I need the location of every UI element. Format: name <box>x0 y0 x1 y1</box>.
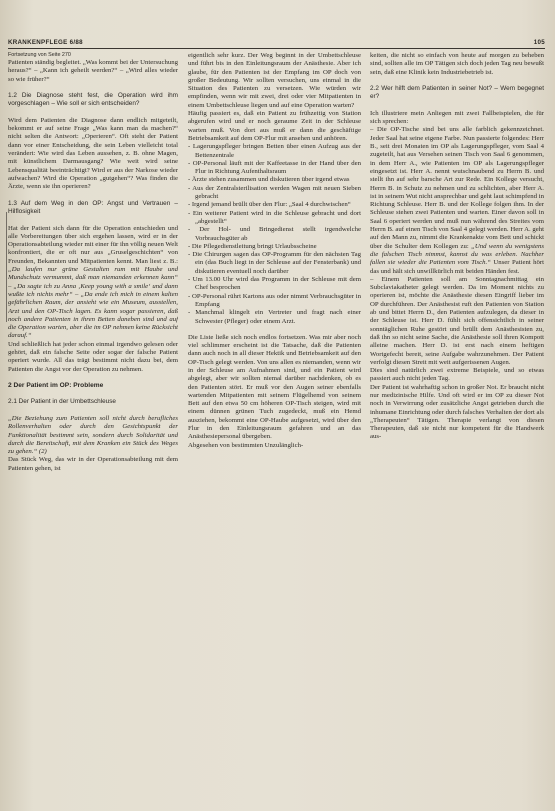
list-item: - Die Pflegedienstleitung bringt Urlaubsscheine <box>188 242 317 250</box>
section-heading-1-2: 1.2 Die Diagnose steht fest, die Operation wird ihm vorgeschlagen – Wie soll er sich entscheiden? <box>8 91 178 108</box>
paragraph-text: – Die OP-Tische sind bei uns alle farblich gekennzeichnet. Jeder Saal hat seine eigene Farbe. Nun passierte folgendes: Herr B., seit drei Monaten im OP als Lagerungspfleger, vom Saal 4 zugeteilt, hat aus Versehen seinen Tisch von Saal 6 genommen, in dem Herr A., wie Patienten im OP als Lagerungspfleger eingesetzt ist. Herr A. nennt wutschnaubend zu Herrn B. und stellt ihn auf sehr barsche Art zur Rede. Ein Kollege versucht, Herrn B. in Schutz zu nehmen und zu schlichten, aber Herr A. ist in seinem Wut nicht ansprechbar und geht laut schimpfend in Richtung Schleuse. Herr B. und der Kollege folgen ihm. In der Schleuse stehen zwei Patienten und warten. Einer davon soll in Saal 6 operiert werden und muß nun während des Streites vom Herrn B. auf einen Tisch von Saal 4 gelegt werden. Herr A. geht auf den Mann zu, nimmt die Krankenakte vom Bett und schickt über die Schulter dem Kollegen zu: <box>370 126 544 250</box>
list-item: - Aus der Zentralsterilisation werden Wagen mit neuen Sieben gebracht <box>188 184 361 201</box>
quote: „Und wenn du wenigstens die falschen Tisch nimmst, kannst du was erleben. Nachher fallen sie wieder die Patienten vom Tisch.“ <box>370 242 544 267</box>
paragraph: Ich illustriere mein Anliegen mit zwei Fallbeispielen, die für sich sprechen: <box>370 109 544 126</box>
article-columns <box>0 52 555 805</box>
column-1 <box>8 52 178 805</box>
paragraph <box>8 225 178 341</box>
list-item: - OP-Personal rührt Kartons aus oder nimmt Verbrauchsgüter in Empfang <box>188 292 361 308</box>
paragraph: Das Stück Weg, das wir in der Operationsabteilung mit dem Patienten gehen, ist <box>8 456 178 472</box>
paragraph: Der Patient ist wahrhaftig schon in großer Not. Er braucht nicht nur medizinische Hilfe. Und oft wird er im OP zu dieser Not noch in Verwirrung oder zusätzliche Angst getrieben durch die inhumane Einrichtung oder durch falsches Verhalten der dort als „Therapeuten“ Tätigen. Therapie verlangt von diesen Therapeuten, daß sie nicht nur kompetent für die Handwerk aus- <box>370 383 544 441</box>
paragraph: Und schließlich hat jeder schon einmal irgendwo gelesen oder gehört, daß ein falsche Seite oder sogar der falsche Patient operiert wurde. All das trägt bestimmt nicht dazu bei, dem Patienten die Angst vor der Operation zu nehmen. <box>8 340 178 373</box>
list-item: - OP-Personal läuft mit der Kaffeetasse in der Hand über den Flur in Richtung Aufenthaltsraum <box>188 159 361 176</box>
bullet-list <box>188 143 361 326</box>
quote: „Die Beziehung zum Patienten soll nicht durch berufliches Rollenverhalten oder durch den Gesichtspunkt der Funktionalität bestimmt sein, sondern durch Solidarität und durch die Bereitschaft, mit dem Kranken ein Stück des Weges zu gehen.“ (2) <box>8 414 178 456</box>
list-item: - Irgend jemand brüllt über den Flur: „Saal 4 durchwischen“ <box>188 201 351 209</box>
list-item: - Manchmal klingelt ein Vertreter und fragt nach einer Schwester (Pfleger) oder einem Arzt. <box>188 309 361 325</box>
paragraph: eigentlich sehr kurz. Der Weg beginnt in der Umbettschleuse und führt bis in den Einleitungsraum der Anästhesie. Aber ich glaube, für den Patienten ist der Empfang im OP doch von großer Bedeutung. Wir sollten versuchen, uns einmal in die Situation des Patienten zu versetzen. Wie würden wir empfinden, wenn wir mit zwei, drei oder vier Mitpatienten in einem Umbettschleuse liegen und auf eine Operation warten? <box>188 52 361 109</box>
paragraph: – Einem Patienten soll am Sonntagnachmittag ein Subclaviakatheter gelegt werden. Da im Moment nichts zu operieren ist, möchte die Anästhesie diesen Eingriff lieber im OP durchführen. Der Anästhesist ruft den Patienten von Station ab und bittet Herrn D., den Patienten aufzulegen, da dieser in der Schleuse ist. Herr D. fühlt sich offensichtlich in seiner sonntäglichen Ruhe gestört und brüllt dem Anästhesisten zu, daß ihn so nicht seine Sache, die Anästhesie soll ihren Kompott alleine machen. Herr D. ist erst nach einem heftigen Wortgefecht bereit, seine Aufgabe wahrzunehmen. Der Patient verfolgt diesen Streit mit weit aufgerissenen Augen. <box>370 275 544 366</box>
list-item: - Um 13.00 Uhr wird das Programm in der Schleuse mit dem Chef besprochen <box>188 276 361 292</box>
paragraph <box>370 126 544 275</box>
quote: „Da laufen nur grüne Gestalten rum mit Haube und Mundschutz vermummt, daß man niemanden erkennen kann“ – „Da sagte ich zu Anna ‚Keep young with a smile‘ und dann wußte ich nichts mehr“ – „Da ende ich mich in einem kalten gefährlichen Raum, der ansieht wie ein Museum, ausstellen, Arzt und den OP-Tisch lagen. Es kann sogar passieren, daß noch andere Patienten in ihren Betten daneben sind und auf die Operation warten, aber die im OP nehmen keine Rücksicht darauf.“ <box>8 266 178 340</box>
section-heading-2-1: 2.1 Der Patient in der Umbettschleuse <box>8 398 116 406</box>
paragraph: Patienten ständig begleitet. „Was kommt bei der Untersuchung heraus?“ – „Kann ich geheilt werden?“ – „Wird alles wieder so wie früher?“ <box>8 59 178 83</box>
list-item: - Ärzte stehen zusammen und diskutieren über irgend etwas <box>188 176 350 184</box>
paragraph-text: Unser Patient hört das und hält sich unwillkürlich mit beiden Händen fest. <box>370 259 544 275</box>
section-heading-2: 2 Der Patient im OP: Probleme <box>8 381 104 389</box>
section-heading-2-2: 2.2 Wer hilft dem Patienten in seiner Not? – Wem begegnet er? <box>370 84 544 101</box>
paragraph: Wird dem Patienten die Diagnose dann endlich mitgeteilt, bekommt er auf seine Frage „Was kann man da machen?“ nicht selten die Antwort: „Operieren“. Oft steht der Patient dann vor einer Entscheidung, die sein Leben vielleicht total verändert: Wie wird das Leben aussehen, z. B. ohne Magen, mit künstlichem Darmausgang? Wie weit wird seine Lebensqualität beeinträchtigt? Wird er aus der Narkose wieder aufwachen? Wird die Operation „gutgehen“? Was finden die Ärzte, wenn sie ihn operieren? <box>8 116 178 191</box>
column-3 <box>370 52 544 805</box>
continuation-note: Fortsetzung von Seite 270 <box>8 52 71 58</box>
list-item: - Der Hol- und Bringedienst stellt irgendwelche Vorbrauchsgüter ab <box>188 226 361 242</box>
header-rule <box>8 48 545 49</box>
list-item: - Ein weiterer Patient wird in die Schleuse gebracht und dort „abgestellt“ <box>188 209 361 225</box>
paragraph: keiten, die nicht so einfach von heute auf morgen zu beheben sind, sollten alle im OP Tätigen sich doch jeden Tag neu bewußt sein, daß eine Klinik kein Industriebetrieb ist. <box>370 52 544 76</box>
paragraph: Dies sind natürlich zwei extreme Beispiele, und so etwas passiert auch nicht jeden Tag. <box>370 367 544 383</box>
paragraph: Abgesehen von bestimmten Unzulänglich- <box>188 441 304 449</box>
list-item: - Lagerungspfleger bringen Betten über einen Aufzug aus der Bettenzentrale <box>188 143 361 159</box>
list-item: - Die Chirurgen sagen das OP-Programm für den nächsten Tag ein (das Buch liegt in der Schleuse auf der Fensterbank) und diskutieren eventuell noch darüber <box>188 251 361 275</box>
paragraph-text: Hat der Patient sich dann für die Operation entschieden und alle Vorbereitungen über sich ergehen lassen, wird er in der Operationsabteilung wieder mit einer für ihn völlig neuen Welt konfrontiert, die er oft nur aus „Gruselgeschichten“ von Freunden, Bekannten und Mitpatienten kennt. Man liest z. B.: <box>8 224 178 265</box>
paragraph: Die Liste ließe sich noch endlos fortsetzen. Was mir aber noch viel schlimmer erscheint ist die Tatsache, daß die Patienten dann auch noch in all dieser Hektik und Betriebsamkeit auf den OP-Tisch gelegt werden. Von uns allen es niemanden, wenn wir in der Schleuse am Aufnahmen sind, und ein Patient wird abgelegt, aber wir sollten niemal darüber nachdenken, ob es den Patienten stört. Er muß vor den Augen seiner ebenfalls wartenden Mitpatienten mit seinem Flügelhemd von seinem Bett auf den etwa 50 cm höheren OP-Tisch steigen, wird mit einem dünnen grünen Tuch zugedeckt, muß ein Hemd ausziehen, bekommt eine OP-Haube aufgesetzt, wird über den Flur in den Einleitungsraum gefahren und an das Anästhesiepersonal übergeben. <box>188 333 361 441</box>
page-number: 105 <box>533 39 545 46</box>
section-heading-1-3: 1.3 Auf dem Weg in den OP: Angst und Vertrauen – Hilflosigkeit <box>8 199 178 216</box>
page-header <box>8 34 545 46</box>
journal-title: KRANKENPFLEGE 6/88 <box>8 39 83 46</box>
column-2 <box>188 52 361 805</box>
paragraph: Häufig passiert es, daß ein Patient zu frühzeitig von Station abgerufen wird und er noch geraume Zeit in der Schleuse warten muß. Von dort aus muß er dann die geschäftige Betriebsamkeit auf dem OP-Flur mit ansehen und anhören. <box>188 110 361 142</box>
